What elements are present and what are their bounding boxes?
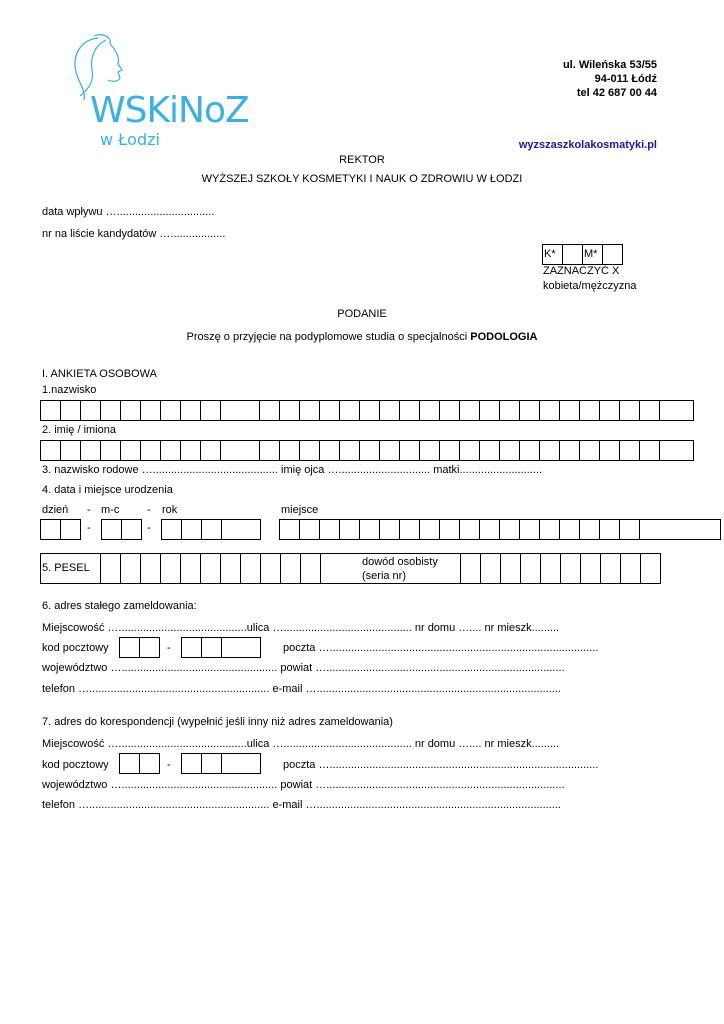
char-box[interactable] [339, 400, 360, 421]
char-box[interactable] [200, 440, 221, 461]
char-box[interactable] [659, 400, 694, 421]
char-box[interactable] [619, 400, 640, 421]
gender-m-label: M* [584, 248, 598, 260]
char-box[interactable] [379, 400, 400, 421]
char-box[interactable] [359, 440, 380, 461]
gender-k-label-cell [542, 244, 563, 265]
pesel-label: 5. PESEL [42, 562, 90, 574]
char-box[interactable] [300, 553, 321, 584]
char-box[interactable] [161, 519, 182, 540]
char-box[interactable] [279, 400, 300, 421]
char-box[interactable] [100, 440, 121, 461]
corr-postal-code-part2[interactable] [181, 753, 261, 774]
char-box[interactable] [459, 400, 480, 421]
char-box[interactable] [560, 553, 581, 584]
char-box[interactable] [479, 440, 500, 461]
id-doc-label-2: (seria nr) [362, 570, 407, 582]
char-box[interactable] [640, 553, 661, 584]
char-box[interactable] [299, 400, 320, 421]
char-box[interactable] [80, 440, 101, 461]
place-label: miejsce [281, 504, 319, 516]
char-box[interactable] [319, 400, 340, 421]
address-phone: tel 42 687 00 44 [576, 87, 657, 99]
request-text [0, 331, 724, 343]
char-box[interactable] [181, 753, 202, 774]
char-box[interactable] [379, 440, 400, 461]
char-box[interactable] [419, 519, 440, 540]
id-document-input[interactable] [460, 553, 661, 584]
char-box[interactable] [579, 400, 600, 421]
char-box[interactable] [359, 400, 380, 421]
char-box[interactable] [119, 637, 140, 658]
char-box[interactable] [180, 440, 201, 461]
char-box[interactable] [460, 553, 481, 584]
char-box[interactable] [600, 553, 621, 584]
char-box[interactable] [80, 400, 101, 421]
birth-year-input[interactable] [161, 519, 261, 540]
char-box[interactable] [359, 519, 380, 540]
char-box[interactable] [260, 553, 281, 584]
char-box[interactable] [120, 400, 141, 421]
school-logo [50, 32, 249, 150]
char-box[interactable] [119, 753, 140, 774]
gender-options: kobieta/mężczyzna [543, 280, 637, 292]
website-link[interactable]: wyzszaszkolakosmatyki.pl [518, 139, 657, 151]
names-label: 2. imię / imiona [42, 424, 116, 436]
gender-k-label: K* [544, 248, 556, 260]
date-separator-1: - [87, 522, 91, 534]
char-box[interactable] [221, 519, 261, 540]
char-box[interactable] [220, 553, 241, 584]
char-box[interactable] [140, 553, 161, 584]
gender-instruction: ZAZNACZYĆ X [543, 265, 620, 277]
char-box[interactable] [519, 519, 540, 540]
char-box[interactable] [140, 400, 161, 421]
birth-place-input[interactable] [279, 519, 721, 540]
corr-voivodeship-line[interactable]: województwo …................................................... powiat ….............................................................................. [42, 779, 565, 791]
char-box[interactable] [659, 440, 694, 461]
char-box[interactable] [559, 519, 580, 540]
char-box[interactable] [280, 553, 301, 584]
char-box[interactable] [221, 637, 261, 658]
char-box[interactable] [500, 553, 521, 584]
char-box[interactable] [540, 553, 561, 584]
char-box[interactable] [240, 553, 261, 584]
char-box[interactable] [439, 519, 460, 540]
char-box[interactable] [559, 440, 580, 461]
char-box[interactable] [339, 440, 360, 461]
request-prefix: Proszę o przyjęcie na podyplomowe studia o specjalności [186, 331, 471, 343]
year-label: rok [162, 504, 178, 516]
address-city: 94-011 Łódź [594, 73, 657, 85]
perm-contact-line[interactable]: telefon …........................................................... e-mail …................................................................................ [42, 683, 561, 695]
corr-contact-line[interactable]: telefon …........................................................... e-mail …................................................................................ [42, 799, 561, 811]
corr-postal-dash: - [167, 759, 171, 771]
char-box[interactable] [319, 440, 340, 461]
perm-postal-code-part2[interactable] [181, 637, 261, 658]
char-box[interactable] [201, 637, 222, 658]
char-box[interactable] [181, 519, 202, 540]
char-box[interactable] [180, 400, 201, 421]
char-box[interactable] [279, 519, 300, 540]
char-box[interactable] [479, 519, 500, 540]
char-box[interactable] [639, 400, 660, 421]
char-box[interactable] [419, 440, 440, 461]
char-box[interactable] [439, 440, 460, 461]
char-box[interactable] [499, 400, 520, 421]
char-box[interactable] [379, 519, 400, 540]
char-box[interactable] [399, 400, 420, 421]
char-box[interactable] [539, 519, 560, 540]
corr-postal-code-part1[interactable] [119, 753, 160, 774]
char-box[interactable] [100, 553, 121, 584]
char-box[interactable] [60, 519, 81, 540]
perm-voivodeship-line[interactable]: województwo …................................................... powiat ….............................................................................. [42, 662, 565, 674]
specialty-name: PODOLOGIA [470, 331, 538, 343]
dash-2: - [147, 504, 151, 516]
surname-input[interactable] [40, 400, 694, 421]
logo-sub-text: w Łodzi [100, 130, 160, 149]
char-box[interactable] [140, 440, 161, 461]
char-box[interactable] [181, 637, 202, 658]
family-names-line[interactable]: 3. nazwisko rodowe …......................................... imię ojca ….............................. matki........................... [42, 464, 543, 476]
char-box[interactable] [40, 400, 61, 421]
logo-main-text: WSKiNoZ [90, 90, 249, 131]
char-box[interactable] [599, 519, 620, 540]
char-box[interactable] [40, 519, 61, 540]
char-box[interactable] [539, 440, 560, 461]
perm-postal-dash: - [167, 642, 171, 654]
school-address [563, 58, 657, 100]
char-box[interactable] [259, 400, 280, 421]
birth-day-input[interactable] [40, 519, 81, 540]
char-box[interactable] [299, 440, 320, 461]
char-box[interactable] [339, 519, 360, 540]
gender-selector [542, 244, 623, 265]
char-box[interactable] [121, 519, 142, 540]
names-input[interactable] [40, 440, 694, 461]
char-box[interactable] [120, 440, 141, 461]
char-box[interactable] [139, 753, 160, 774]
date-received-field[interactable]: data wpływu …................................ [42, 206, 215, 218]
corr-address-heading: 7. adres do korespondencji (wypełnić jeśli inny niż adres zameldowania) [42, 716, 393, 728]
char-box[interactable] [160, 440, 181, 461]
address-street: ul. Wileńska 53/55 [562, 59, 657, 71]
char-box[interactable] [40, 440, 61, 461]
char-box[interactable] [439, 400, 460, 421]
char-box[interactable] [160, 400, 181, 421]
id-doc-label-1: dowód osobisty [362, 556, 438, 568]
month-label: m-c [101, 504, 120, 516]
corr-post-office-line[interactable]: poczta …........................................................................................ [283, 759, 599, 771]
char-box[interactable] [60, 400, 81, 421]
char-box[interactable] [619, 440, 640, 461]
char-box[interactable] [459, 440, 480, 461]
char-box[interactable] [139, 637, 160, 658]
char-box[interactable] [619, 519, 640, 540]
char-box[interactable] [120, 553, 141, 584]
char-box[interactable] [599, 400, 620, 421]
char-box[interactable] [539, 400, 560, 421]
char-box[interactable] [579, 440, 600, 461]
char-box[interactable] [639, 519, 721, 540]
char-box[interactable] [399, 440, 420, 461]
perm-postal-label: kod pocztowy [42, 642, 109, 654]
gender-m-label-cell [582, 244, 603, 265]
char-box[interactable] [459, 519, 480, 540]
char-box[interactable] [60, 440, 81, 461]
char-box[interactable] [520, 553, 541, 584]
dash-1: - [87, 504, 91, 516]
char-box[interactable] [101, 519, 122, 540]
date-separator-2: - [147, 522, 151, 534]
corr-postal-label: kod pocztowy [42, 759, 109, 771]
char-box[interactable] [201, 519, 222, 540]
day-label: dzień [42, 504, 69, 516]
school-name: WYŻSZEJ SZKOŁY KOSMETYKI I NAUK O ZDROWIU W ŁODZI [201, 173, 523, 185]
surname-label: 1.nazwisko [42, 384, 97, 396]
char-box[interactable] [279, 440, 300, 461]
char-box[interactable] [180, 553, 201, 584]
gender-k-checkbox[interactable] [562, 244, 583, 265]
char-box[interactable] [399, 519, 420, 540]
document-title: PODANIE [337, 308, 387, 320]
gender-m-checkbox[interactable] [602, 244, 623, 265]
char-box[interactable] [639, 440, 660, 461]
char-box[interactable] [519, 400, 540, 421]
char-box[interactable] [299, 519, 320, 540]
char-box[interactable] [499, 519, 520, 540]
recipient-title: REKTOR [339, 154, 385, 166]
char-box[interactable] [519, 440, 540, 461]
char-box[interactable] [221, 753, 261, 774]
char-box[interactable] [201, 753, 222, 774]
char-box[interactable] [599, 440, 620, 461]
char-box[interactable] [559, 400, 580, 421]
char-box[interactable] [160, 553, 181, 584]
section-personal-heading: I. ANKIETA OSOBOWA [42, 368, 157, 380]
char-box[interactable] [259, 440, 280, 461]
char-box[interactable] [220, 440, 260, 461]
char-box[interactable] [220, 400, 260, 421]
birth-label: 4. data i miejsce urodzenia [42, 484, 173, 496]
char-box[interactable] [579, 519, 600, 540]
char-box[interactable] [200, 400, 221, 421]
char-box[interactable] [580, 553, 601, 584]
char-box[interactable] [100, 400, 121, 421]
char-box[interactable] [499, 440, 520, 461]
pesel-input[interactable] [100, 553, 321, 584]
char-box[interactable] [479, 400, 500, 421]
char-box[interactable] [620, 553, 641, 584]
char-box[interactable] [200, 553, 221, 584]
corr-city-line[interactable]: Miejscowość …..........................................ulica ….......................................... nr domu ….... nr mieszk......... [42, 738, 560, 750]
perm-city-line[interactable]: Miejscowość …..........................................ulica ….......................................... nr domu ….... nr mieszk......... [42, 622, 560, 634]
char-box[interactable] [319, 519, 340, 540]
birth-month-input[interactable] [101, 519, 142, 540]
perm-postal-code-part1[interactable] [119, 637, 160, 658]
char-box[interactable] [480, 553, 501, 584]
candidate-list-number-field[interactable]: nr na liście kandydatów ….................. [42, 228, 226, 240]
char-box[interactable] [419, 400, 440, 421]
perm-post-office-line[interactable]: poczta …........................................................................................ [283, 642, 599, 654]
perm-address-heading: 6. adres stałego zameldowania: [42, 600, 197, 612]
